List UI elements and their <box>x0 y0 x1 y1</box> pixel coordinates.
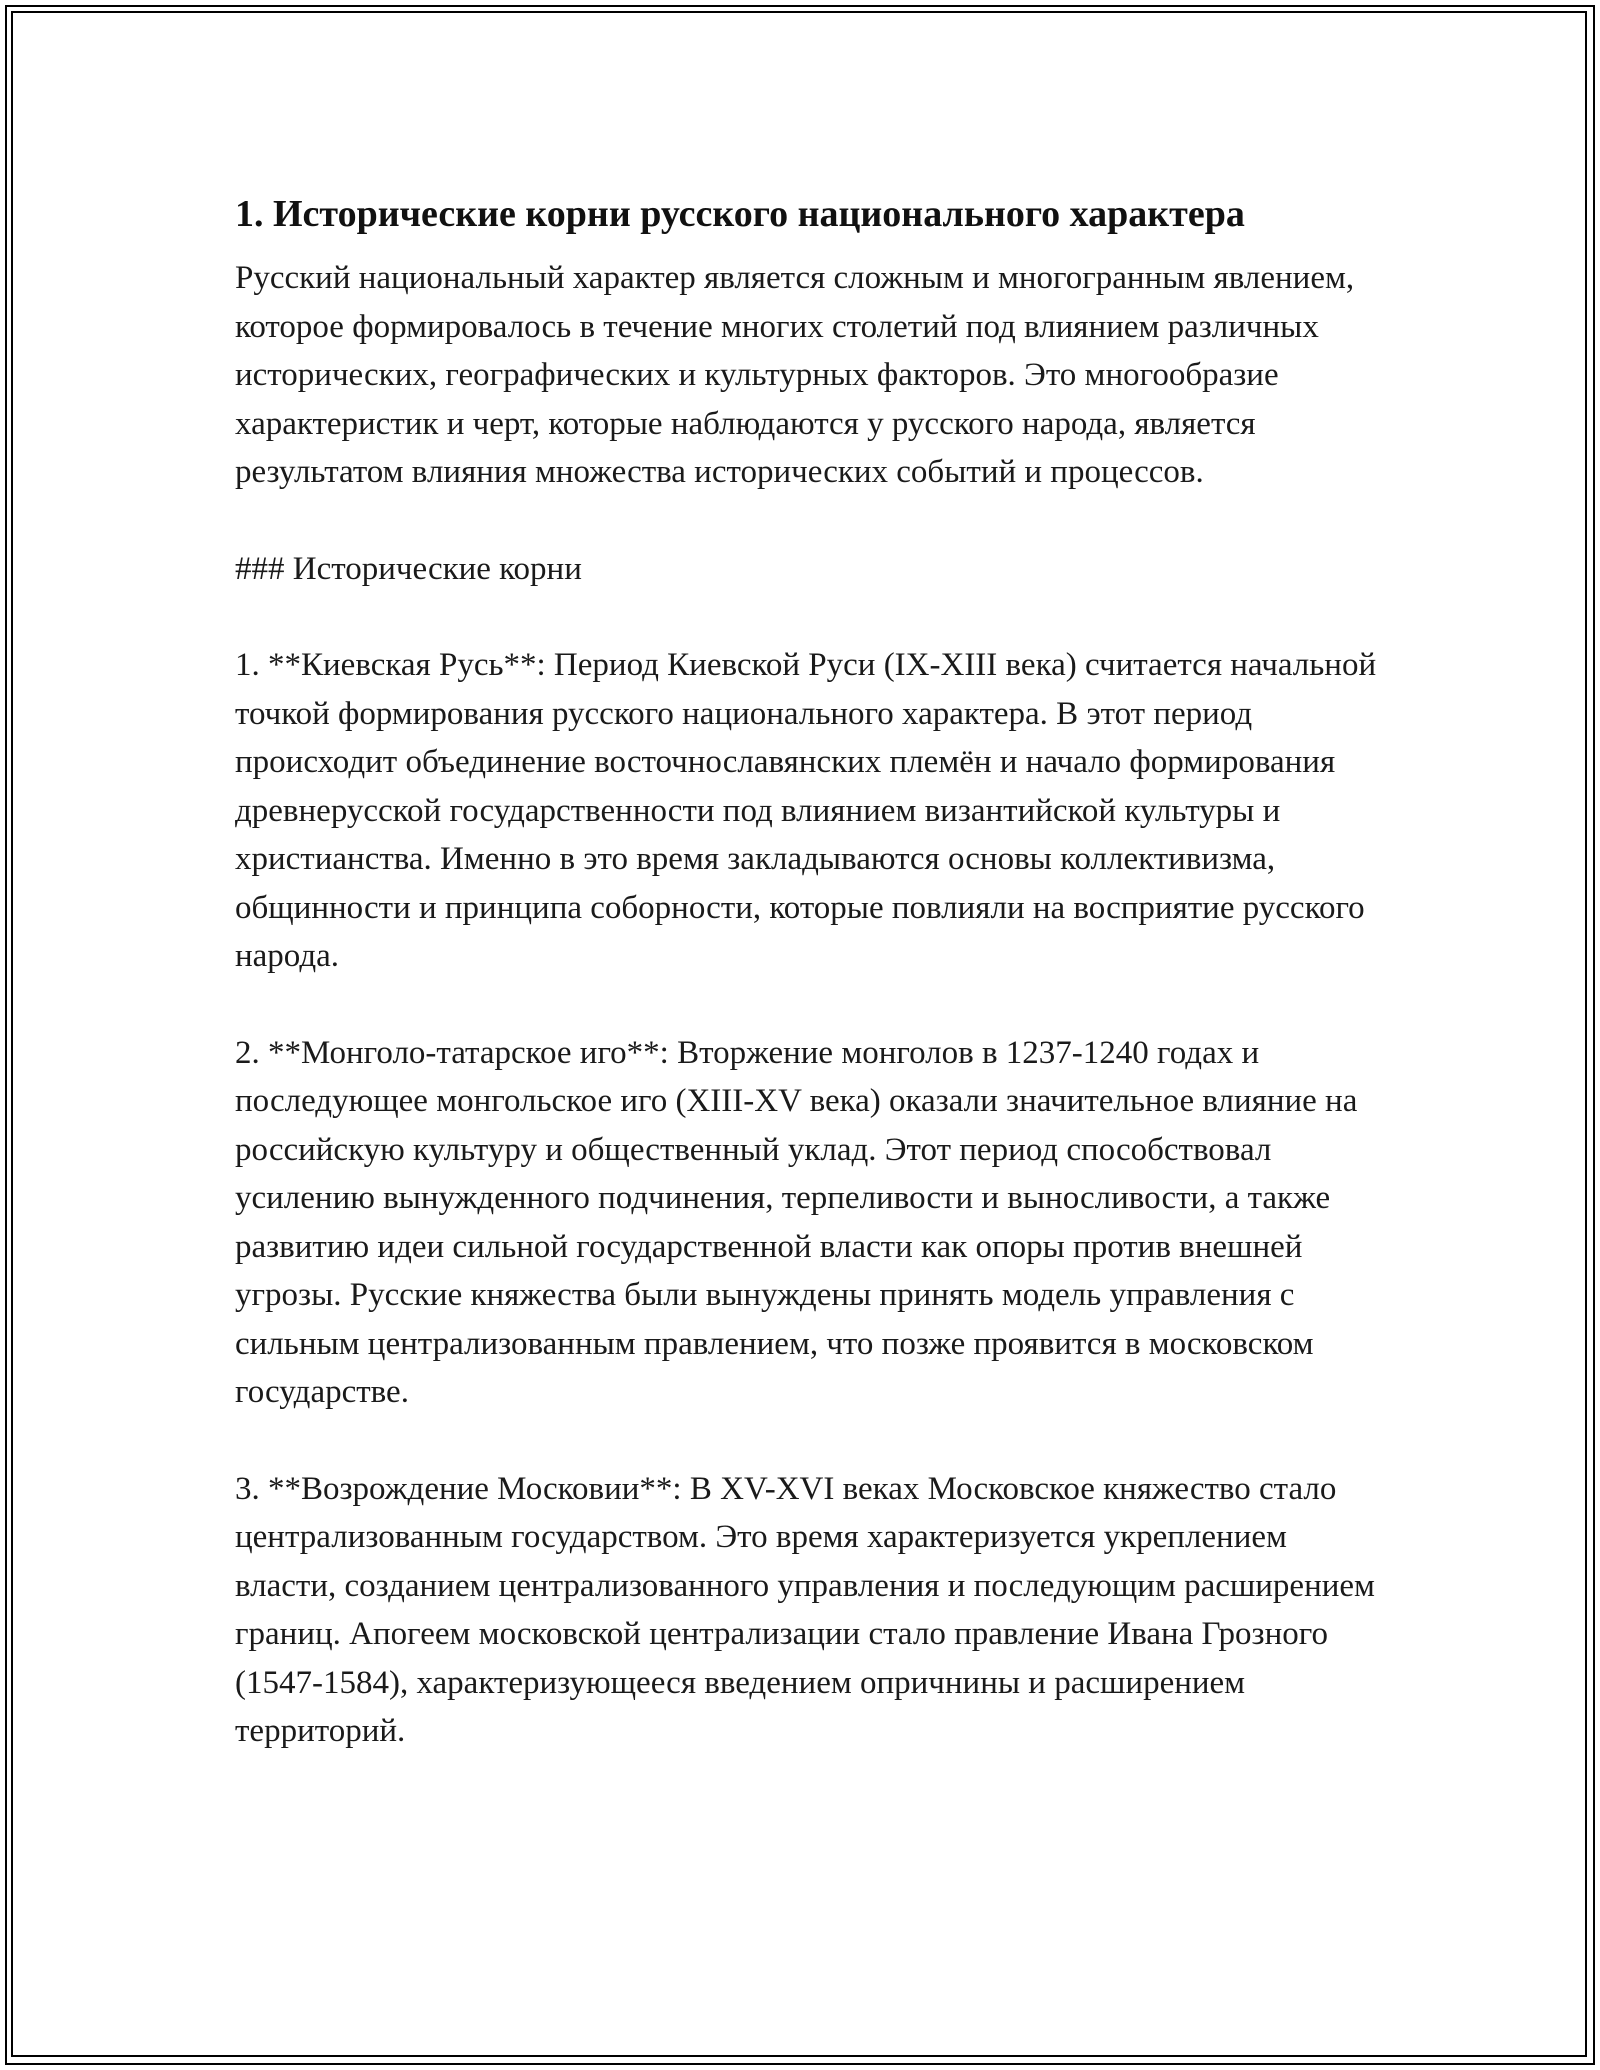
document-title: 1. Исторические корни русского национального характера <box>235 193 1245 235</box>
muscovy-paragraph: 3. **Возрождение Московии**: В XV-XVI веках Московское княжество стало централизованным государством. Это время характеризуется укреплением власти, созданием централизованного управления и последующим расширением границ. Апогеем московской централизации стало правление Ивана Грозного (1547-1584), характеризующееся введением опричнины и расширением территорий. <box>235 1470 1375 1749</box>
mongol-yoke-paragraph: 2. **Монголо-татарское иго**: Вторжение монголов в 1237-1240 годах и последующее монгольское иго (XIII-XV века) оказали значительное влияние на российскую культуру и общественный уклад. Этот период способствовал усилению вынужденного подчинения, терпеливости и выносливости, а также развитию идеи сильной государственной власти как опоры против внешней угрозы. Русские княжества были вынуждены принять модель управления с сильным централизованным правлением, что позже проявится в московском государстве. <box>235 1034 1358 1410</box>
kievan-rus-paragraph: 1. **Киевская Русь**: Период Киевской Руси (IX-XIII века) считается начальной точкой формирования русского национального характера. В этот период происходит объединение восточнославянских племён и начало формирования древнерусской государственности под влиянием византийской культуры и христианства. Именно в это время закладываются основы коллективизма, общинности и принципа соборности, которые повлияли на восприятие русского народа. <box>235 647 1377 974</box>
intro-paragraph: Русский национальный характер является сложным и многогранным явлением, которое формировалось в течение многих столетий под влиянием различных исторических, географических и культурных факторов. Это многообразие характеристик и черт, которые наблюдаются у русского народа, является результатом влияния множества исторических событий и процессов. <box>235 260 1355 490</box>
document-body <box>235 186 1385 1804</box>
section-heading-paragraph: ### Исторические корни <box>235 550 582 587</box>
